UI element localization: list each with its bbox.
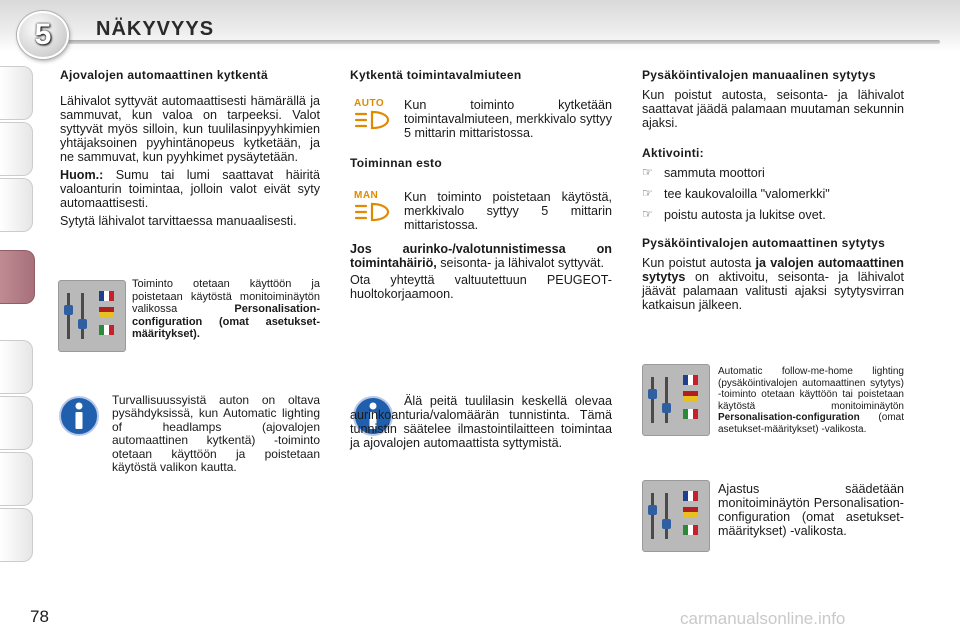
section-heading: Pysäköintivalojen automaattinen sytytys bbox=[642, 236, 886, 250]
side-tab-7[interactable] bbox=[0, 452, 33, 506]
section-heading: Kytkentä toimintavalmiuteen bbox=[350, 68, 522, 82]
activation-steps bbox=[642, 166, 904, 222]
man-text-block bbox=[404, 190, 612, 232]
man-headlamp-icon bbox=[354, 190, 394, 232]
menu-note-plain: Toiminto otetaan käyttöön ja poistetaan käytöstä monitoiminäytön valikossa bbox=[132, 278, 320, 315]
side-tab-3[interactable] bbox=[0, 178, 33, 232]
info-note bbox=[350, 394, 612, 450]
info-note-text: Älä peitä tuulilasin keskellä olevaa aurinkoanturia/valomäärän tunnistinta. Tämä tunnistin säätelee ilmastointilaitteen toimintaa ja ajovalojen automaattista syttymistä. bbox=[350, 394, 612, 450]
note-text: Sumu tai lumi saattavat häiritä valoanturin toimintaa, jolloin valot eivät syty automaattisesti. bbox=[60, 168, 320, 210]
paragraph bbox=[642, 256, 904, 312]
side-tab-6[interactable] bbox=[0, 396, 33, 450]
page-title: NÄKYVYYS bbox=[96, 18, 215, 40]
fault-text bbox=[350, 242, 612, 270]
list-item: ☞ poistu autosta ja lukitse ovet. bbox=[642, 208, 904, 222]
paragraph: Kun poistut autosta, seisonta- ja lähivalot saattavat jäädä palamaan muutaman sekunnin ajaksi. bbox=[642, 88, 904, 130]
menu-note-text bbox=[132, 278, 320, 341]
fault-plain: seisonta- ja lähivalot syttyvät. bbox=[436, 256, 605, 270]
list-item: ☞ sammuta moottori bbox=[642, 166, 904, 180]
paragraph bbox=[60, 168, 320, 210]
side-tab-5[interactable] bbox=[0, 340, 33, 394]
info-icon bbox=[58, 394, 100, 443]
activation-heading: Aktivointi: bbox=[642, 146, 704, 160]
para-plain: on aktivoitu, seisonta- ja lähivalot jäävät palamaan valitusti ajaksi sytytysvirran katkaisun jälkeen. bbox=[642, 270, 904, 312]
settings-sliders-icon bbox=[58, 280, 126, 352]
para-bold: ja valojen automaattinen sytytys bbox=[642, 256, 904, 284]
side-tab-1[interactable] bbox=[0, 66, 33, 120]
menu-note bbox=[718, 366, 904, 435]
fault-block bbox=[350, 242, 612, 301]
column-1 bbox=[60, 68, 320, 228]
man-label: MAN bbox=[354, 190, 379, 201]
menu-note-plain: (omat asetukset-määritykset) -valikosta. bbox=[718, 412, 904, 435]
note-label: Huom.: bbox=[60, 168, 104, 182]
menu-note-text bbox=[718, 366, 904, 435]
auto-text-block bbox=[404, 98, 612, 140]
adjust-note-text: Ajastus säädetään monitoiminäytön Personalisation-configuration (omat asetukset-määritykset) -valikosta. bbox=[718, 482, 904, 538]
chapter-number-badge: 5 bbox=[17, 11, 69, 59]
settings-sliders-icon bbox=[642, 480, 710, 552]
auto-text: Kun toiminto kytketään toimintavalmiuteen, merkkivalo syttyy 5 mittarin mittaristossa. bbox=[404, 98, 612, 140]
menu-name: Personalisation-configuration bbox=[718, 412, 860, 423]
contact-text: Ota yhteyttä valtuutettuun PEUGEOT-huoltokorjaamoon. bbox=[350, 273, 612, 301]
side-tab-8[interactable] bbox=[0, 508, 33, 562]
adjust-note bbox=[718, 482, 904, 538]
fault-bold: Jos aurinko-/valotunnistimessa on toimintahäiriö, bbox=[350, 242, 612, 270]
info-note bbox=[112, 394, 320, 474]
watermark-text: carmanualsonline.info bbox=[680, 609, 846, 628]
column-3 bbox=[642, 68, 904, 312]
side-tab-2[interactable] bbox=[0, 122, 33, 176]
section-heading: Ajovalojen automaattinen kytkentä bbox=[60, 68, 268, 82]
settings-sliders-icon bbox=[642, 364, 710, 436]
man-text: Kun toiminto poistetaan käytöstä, merkkivalo syttyy 5 mittarin mittaristossa. bbox=[404, 190, 612, 232]
list-item: ☞ tee kaukovaloilla "valomerkki" bbox=[642, 187, 904, 201]
menu-note-plain: Automatic follow-me-home lighting (pysäköintivalojen automaattinen sytytys) -toiminto otetaan käyttöön tai poistetaan käytöstä monitoiminäytön bbox=[718, 366, 904, 412]
menu-name: Personalisation-configuration (omat asetukset-määritykset). bbox=[132, 303, 320, 340]
page-number: 78 bbox=[30, 607, 49, 626]
side-tab-active[interactable] bbox=[0, 250, 35, 304]
section-heading: Toiminnan esto bbox=[350, 156, 442, 170]
menu-note bbox=[132, 278, 320, 341]
paragraph: Sytytä lähivalot tarvittaessa manuaalisesti. bbox=[60, 214, 297, 228]
paragraph: Lähivalot syttyvät automaattisesti hämärällä ja sammuvat, kun valoa on tarpeeksi. Valot syttyvät myös silloin, kun tuulilasinpyyhkimien yhtäjaksoinen pyyhintänopeus kytketään, ja ne sammuvat, kun pyyhkimet pysäytetään. bbox=[60, 94, 320, 164]
auto-headlamp-icon bbox=[354, 98, 394, 140]
info-note-text: Turvallisuussyistä auton on oltava pysähdyksissä, kun Automatic lighting of headlamps (ajovalojen automaattinen kytkentä) -toiminto otetaan käyttöön ja poistetaan käytöstä valikon kautta. bbox=[112, 393, 320, 475]
para-plain: Kun poistut autosta bbox=[642, 256, 756, 270]
auto-label: AUTO bbox=[354, 98, 385, 109]
section-heading: Pysäköintivalojen manuaalinen sytytys bbox=[642, 68, 876, 82]
